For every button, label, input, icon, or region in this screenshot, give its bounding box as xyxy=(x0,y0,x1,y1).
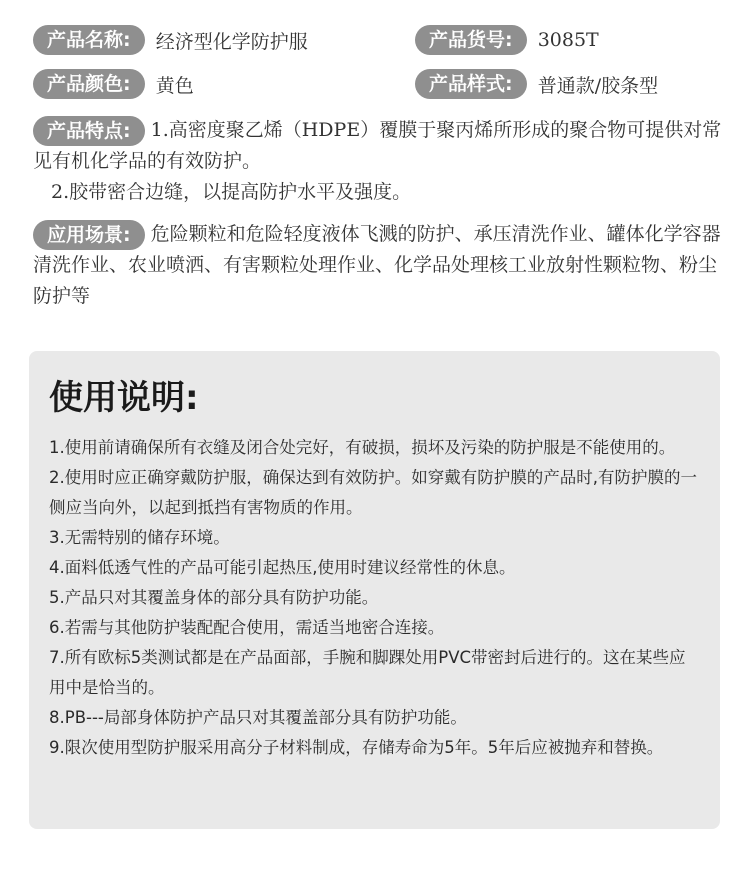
product-features xyxy=(33,115,723,207)
instruction-item: 1.使用前请确保所有衣缝及闭合处完好，有破损，损坏及污染的防护服是不能使用的。 xyxy=(49,438,676,457)
product-color-value: 黄色 xyxy=(155,74,194,97)
instruction-item: 8.PB---局部身体防护产品只对其覆盖部分具有防护功能。 xyxy=(49,708,467,727)
product-name-row xyxy=(33,25,308,55)
product-features-label: 产品特点: xyxy=(33,116,145,146)
product-style-label: 产品样式: xyxy=(415,69,527,99)
product-features-text-1: 1.高密度聚乙烯（HDPE）覆膜于聚丙烯所形成的聚合物可提供对常见有机化学品的有效防护。 xyxy=(33,119,722,172)
application-scenarios xyxy=(33,219,723,311)
product-style-value: 普通款/胶条型 xyxy=(537,74,659,97)
instruction-item: 4.面料低透气性的产品可能引起热压,使用时建议经常性的休息。 xyxy=(49,558,516,577)
product-style-row xyxy=(415,69,658,99)
product-name-label: 产品名称: xyxy=(33,25,145,55)
product-color-row xyxy=(33,69,194,99)
application-scenarios-label: 应用场景: xyxy=(33,220,145,250)
product-name-value: 经济型化学防护服 xyxy=(155,30,308,53)
instruction-item: 7.所有欧标5类测试都是在产品面部，手腕和脚踝处用PVC带密封后进行的。这在某些应用中是恰当的。 xyxy=(49,648,686,697)
instruction-item: 5.产品只对其覆盖身体的部分具有防护功能。 xyxy=(49,588,379,607)
instruction-item: 2.使用时应正确穿戴防护服，确保达到有效防护。如穿戴有防护膜的产品时,有防护膜的一侧应当向外，以起到抵挡有害物质的作用。 xyxy=(49,468,697,517)
application-scenarios-text: 危险颗粒和危险轻度液体飞溅的防护、承压清洗作业、罐体化学容器清洗作业、农业喷洒、有害颗粒处理作业、化学品处理核工业放射性颗粒物、粉尘防护等 xyxy=(33,223,721,307)
product-code-label: 产品货号: xyxy=(415,25,527,55)
instructions-list xyxy=(49,433,700,763)
instruction-item: 9.限次使用型防护服采用高分子材料制成，存储寿命为5年。5年后应被抛弃和替换。 xyxy=(49,738,664,757)
product-code-value: 3085T xyxy=(537,29,599,51)
product-features-text-2: 2.胶带密合边缝，以提高防护水平及强度。 xyxy=(51,180,412,203)
instruction-item: 6.若需与其他防护装配配合使用，需适当地密合连接。 xyxy=(49,618,445,637)
instruction-item: 3.无需特别的储存环境。 xyxy=(49,528,230,547)
instructions-title: 使用说明: xyxy=(49,378,199,418)
product-code-row xyxy=(415,25,599,55)
instructions-panel xyxy=(29,351,720,829)
product-color-label: 产品颜色: xyxy=(33,69,145,99)
